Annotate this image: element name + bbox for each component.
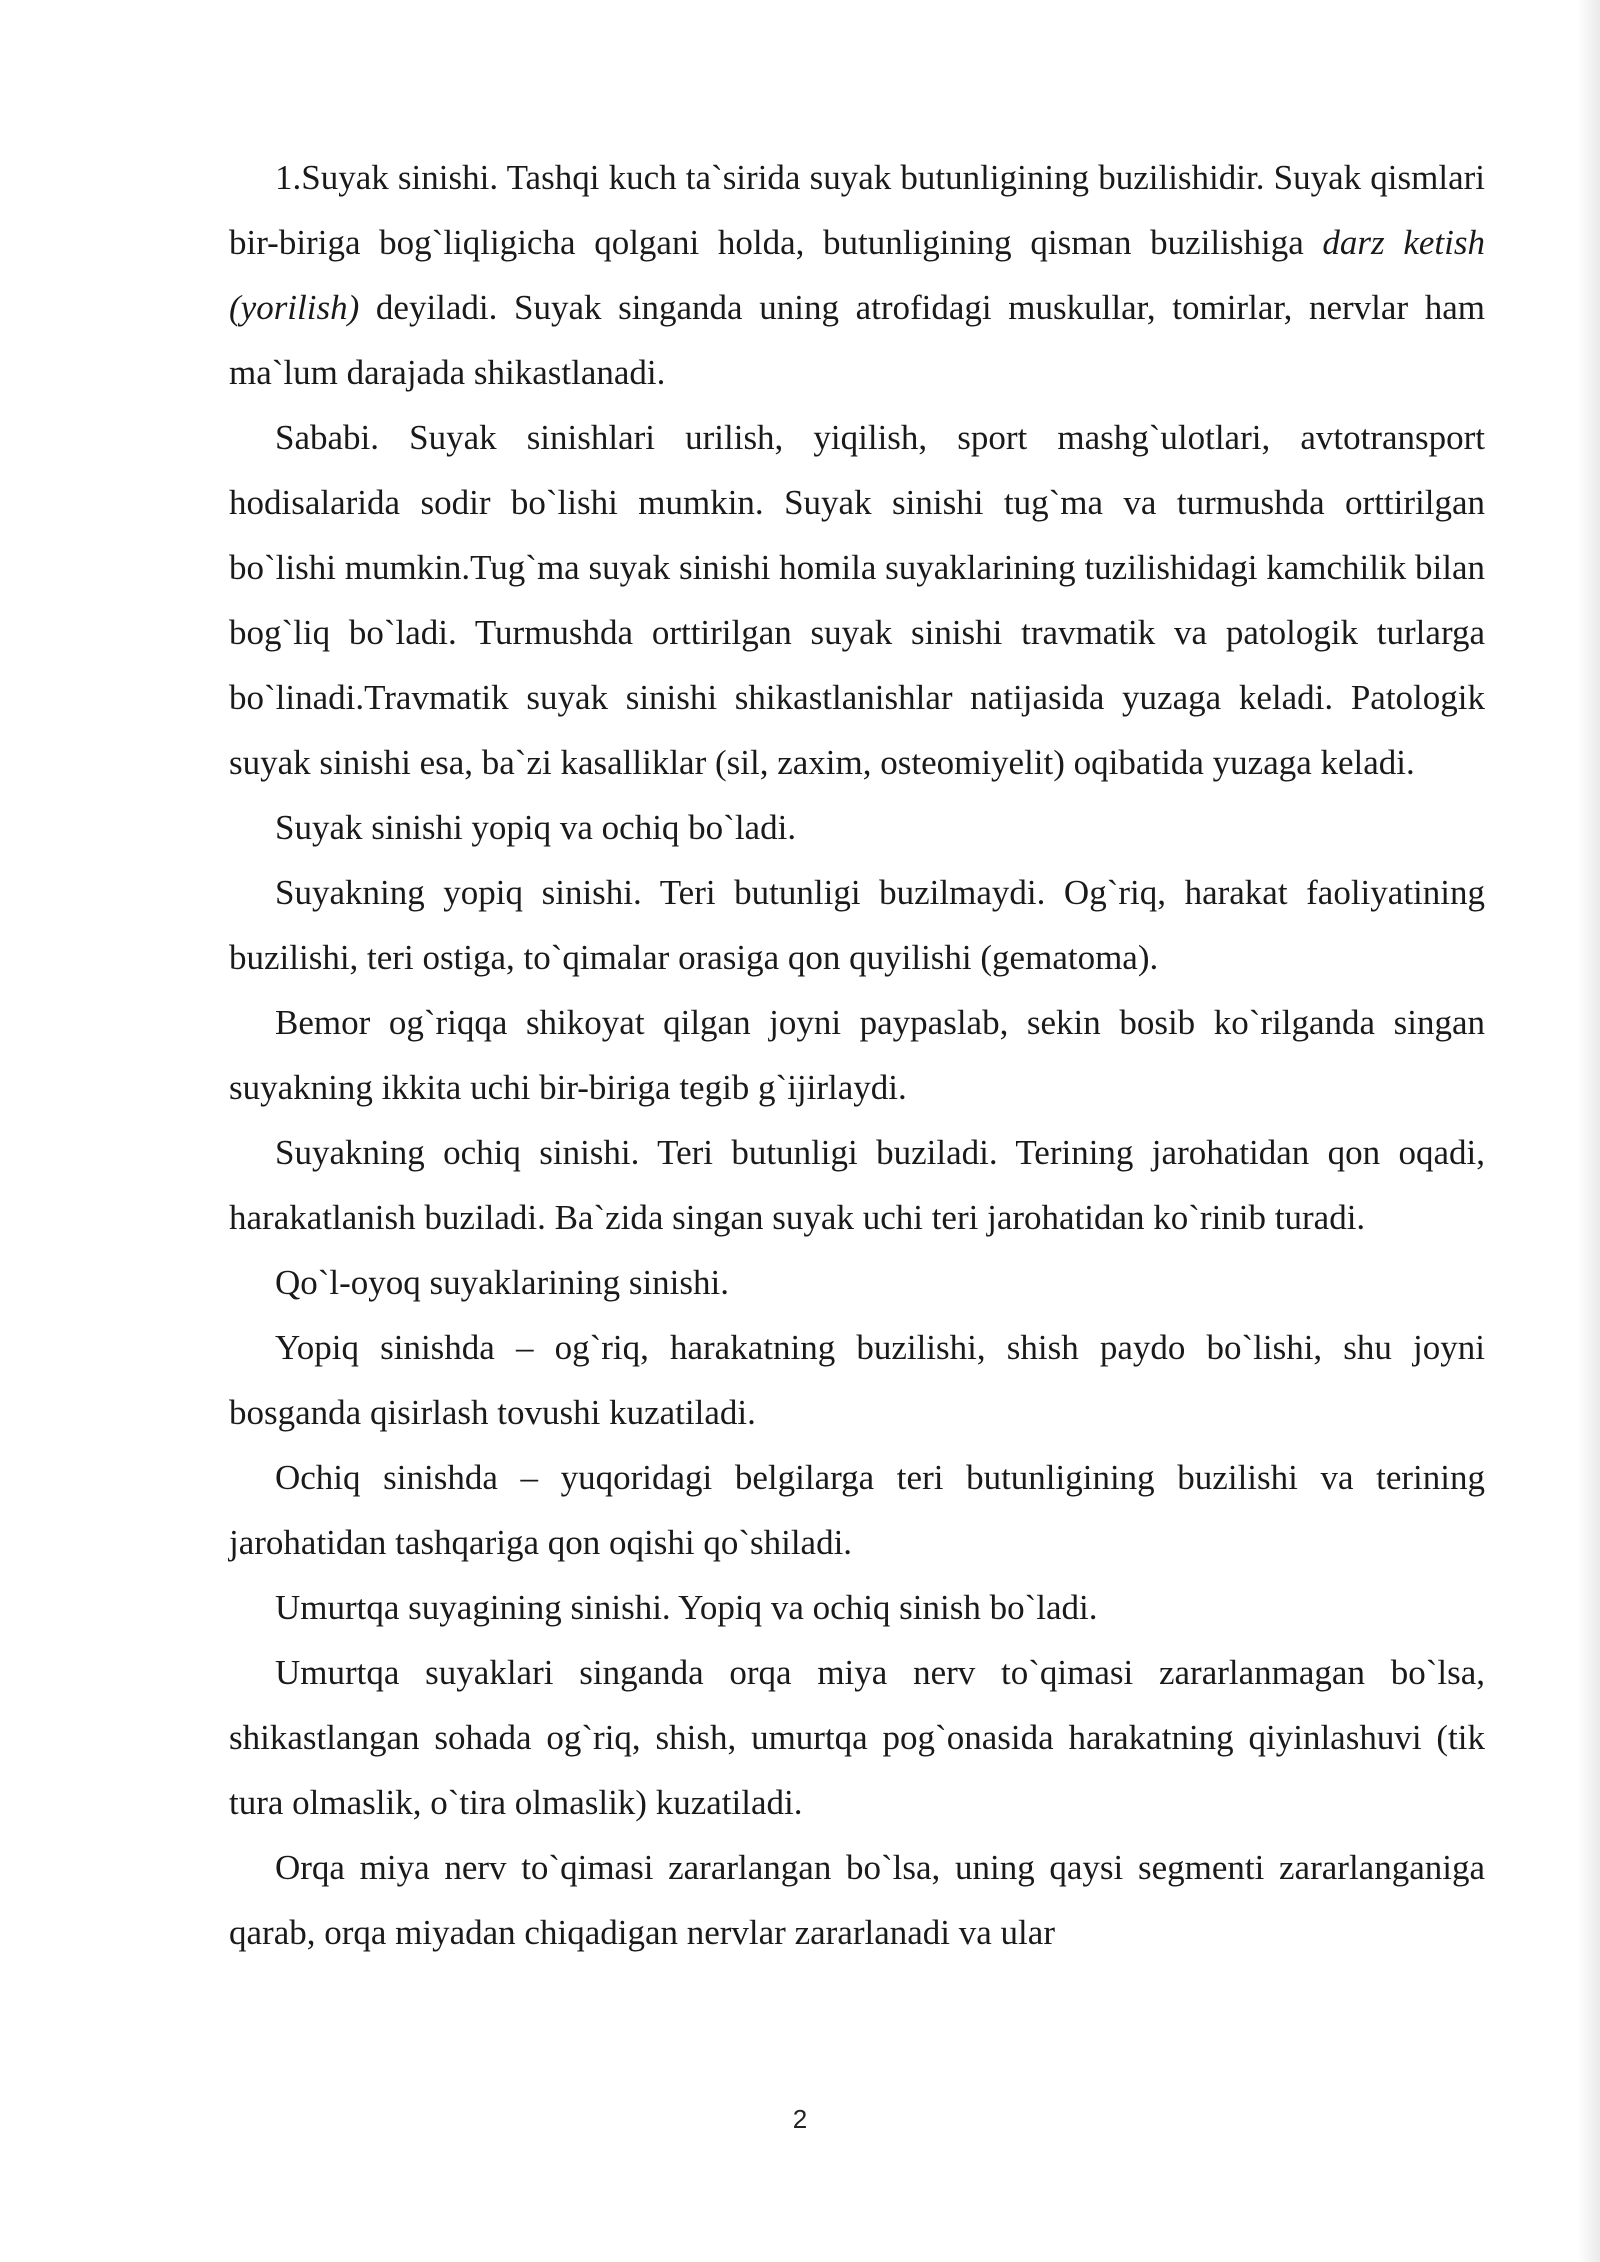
italic-term: darz ketish (yorilish) [229, 223, 1485, 327]
paragraph-spine-undamaged: Umurtqa suyaklari singanda orqa miya nerv to`qimasi zararlanmagan bo`lsa, shikastlangan sohada og`riq, shish, umurtqa pog`onasida harakatning qiyinlashuvi (tik tura olmaslik, o`tira olmaslik) kuzatiladi. [229, 1653, 1485, 1822]
page-number: 2 [792, 2104, 808, 2134]
paragraph-text: 1.Suyak sinishi. Tashqi kuch ta`sirida suyak butunligining buzilishidir. Suyak qismlari bir-biriga bog`liqligicha qolgani holda, butunligining qisman buzilishiga [229, 158, 1485, 262]
paragraph-limb-heading: Qo`l-oyoq suyaklarining sinishi. [275, 1263, 729, 1302]
paragraph-closed-limb: Yopiq sinishda – og`riq, harakatning buzilishi, shish paydo bo`lishi, shu joyni bosganda qisirlash tovushi kuzatiladi. [229, 1328, 1485, 1432]
paragraph-open-fracture: Suyakning ochiq sinishi. Teri butunligi buziladi. Terining jarohatidan qon oqadi, harakatlanish buziladi. Ba`zida singan suyak uchi teri jarohatidan ko`rinib turadi. [229, 1133, 1485, 1237]
paragraph-types: Suyak sinishi yopiq va ochiq bo`ladi. [275, 808, 797, 847]
paragraph-suyak-sinishi [229, 145, 1485, 405]
paragraph-spine-damaged: Orqa miya nerv to`qimasi zararlangan bo`lsa, uning qaysi segmenti zararlanganiga qarab, orqa miyadan chiqadigan nervlar zararlanadi va ular [229, 1848, 1485, 1952]
paragraph-spine-heading: Umurtqa suyagining sinishi. Yopiq va ochiq sinish bo`ladi. [275, 1588, 1098, 1627]
page-edge-shadow [1578, 0, 1600, 2262]
paragraph-closed-fracture: Suyakning yopiq sinishi. Teri butunligi buzilmaydi. Og`riq, harakat faoliyatining buzilishi, teri ostiga, to`qimalar orasiga qon quyilishi (gematoma). [229, 873, 1485, 977]
paragraph-open-limb: Ochiq sinishda – yuqoridagi belgilarga teri butunligining buzilishi va terining jarohatidan tashqariga qon oqishi qo`shiladi. [229, 1458, 1485, 1562]
document-page [229, 145, 1485, 1965]
paragraph-examination: Bemor og`riqqa shikoyat qilgan joyni paypaslab, sekin bosib ko`rilganda singan suyakning ikkita uchi bir-biriga tegib g`ijirlaydi. [229, 1003, 1485, 1107]
paragraph-text: deyiladi. Suyak singanda uning atrofidagi muskullar, tomirlar, nervlar ham ma`lum darajada shikastlanadi. [229, 288, 1485, 392]
paragraph-sababi: Sababi. Suyak sinishlari urilish, yiqilish, sport mashg`ulotlari, avtotransport hodisalarida sodir bo`lishi mumkin. Suyak sinishi tug`ma va turmushda orttirilgan bo`lishi mumkin.Tug`ma suyak sinishi homila suyaklarining tuzilishidagi kamchilik bilan bog`liq bo`ladi. Turmushda orttirilgan suyak sinishi travmatik va patologik turlarga bo`linadi.Travmatik suyak sinishi shikastlanishlar natijasida yuzaga keladi. Patologik suyak sinishi esa, ba`zi kasalliklar (sil, zaxim, osteomiyelit) oqibatida yuzaga keladi. [229, 418, 1485, 782]
